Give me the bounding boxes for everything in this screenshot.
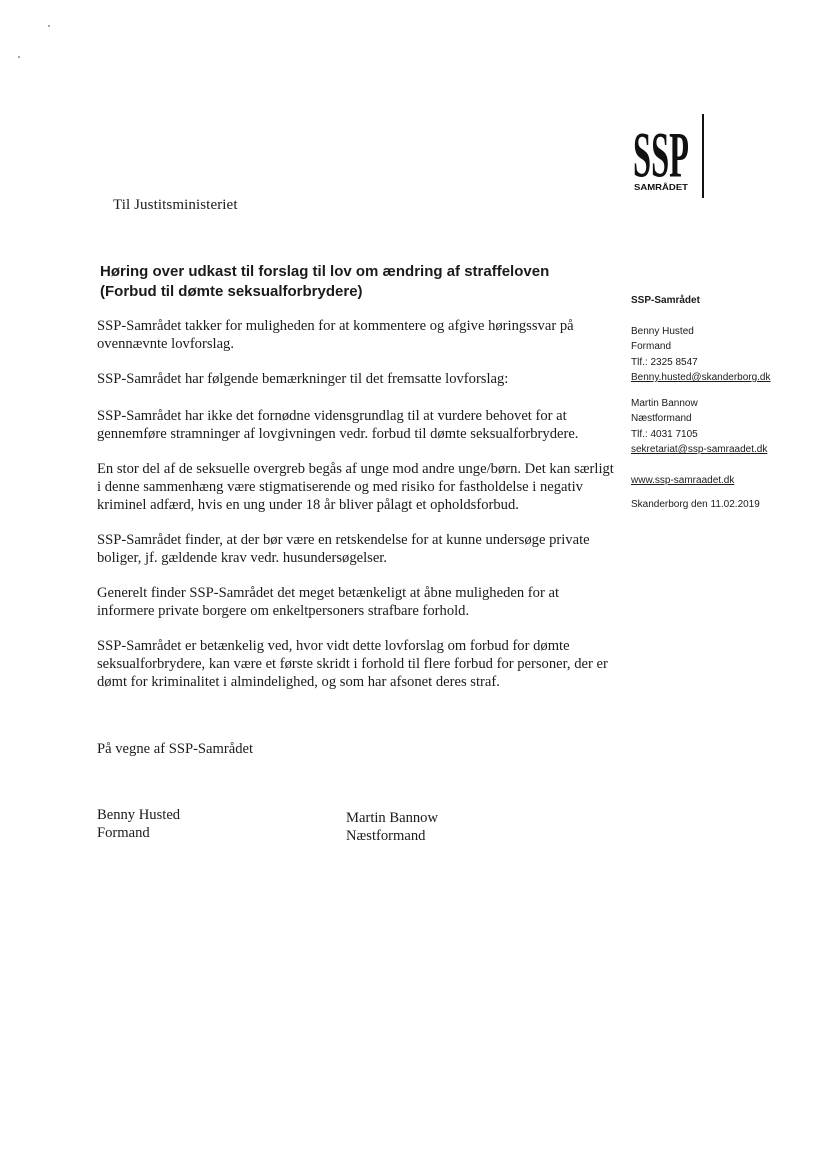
signature-name: Benny Husted — [97, 807, 181, 823]
contact-phone: Tlf.: 4031 7105 — [631, 428, 698, 440]
body-paragraph: Generelt finder SSP-Samrådet det meget betænkeligt at åbne muligheden for at informere private borgere om enkeltpersoners strafbare forhold. — [97, 585, 559, 619]
body-paragraph: SSP-Samrådet takker for muligheden for at kommentere og afgive høringssvar på ovennævnte lovforslag. — [97, 318, 574, 352]
body-paragraph: En stor del af de seksuelle overgreb begås af unge mod andre unge/børn. Det kan særligt i denne sammenhæng være stigmatiserende og med risiko for fastholdelse i negativ kriminel adfærd, hvis en ung under 18 år bliver pålagt et opholdsforbud. — [97, 461, 614, 513]
signature-role: Næstformand — [346, 828, 426, 844]
contact-email-link[interactable]: Benny.husted@skanderborg.dk — [631, 372, 771, 383]
closing-line: På vegne af SSP-Samrådet — [97, 741, 254, 757]
sidebar-org: SSP-Samrådet — [631, 295, 700, 306]
contact-name: Martin Bannow — [631, 397, 698, 409]
contact-role: Næstformand — [631, 413, 692, 424]
body-paragraph: SSP-Samrådet finder, at der bør være en retskendelse for at kunne undersøge private boliger, jf. gældende krav vedr. husundersøgelser. — [97, 532, 590, 566]
contact-role: Formand — [631, 341, 672, 352]
logo-divider — [702, 114, 704, 198]
scan-speck — [48, 25, 50, 27]
website-link[interactable]: www.ssp-samraadet.dk — [631, 474, 735, 486]
signature-block — [346, 809, 438, 845]
body-paragraph: SSP-Samrådet er betænkelig ved, hvor vidt dette lovforslag om forbud for dømte seksualforbrydere, kan være et første skridt i forhold til flere forbud for personer, der er dømt for kriminalitet i almindelighed, og som har afsonet deres straf. — [97, 638, 608, 690]
scan-speck — [18, 56, 20, 58]
letter-body — [97, 317, 617, 691]
date-line: Skanderborg den 11.02.2019 — [631, 499, 760, 510]
body-paragraph: SSP-Samrådet har ikke det fornødne vidensgrundlag til at vurdere behovet for at gennemføre stramninger af lovgivningen vedr. forbud til dømte seksualforbrydere. — [97, 408, 579, 442]
ssp-logo — [632, 112, 712, 200]
contact-name: Benny Husted — [631, 325, 694, 337]
logo-letters: SSP — [633, 119, 689, 192]
signature-name: Martin Bannow — [346, 810, 439, 826]
sender-sidebar — [631, 293, 821, 513]
signature-block — [97, 806, 180, 842]
document-title: Høring over udkast til forslag til lov om ændring af straffeloven (Forbud til dømte seksualforbrydere) — [100, 263, 550, 300]
contact-phone: Tlf.: 2325 8547 — [631, 356, 698, 368]
body-paragraph: SSP-Samrådet har følgende bemærkninger til det fremsatte lovforslag: — [97, 371, 509, 387]
contact-email-link[interactable]: sekretariat@ssp-samraadet.dk — [631, 444, 768, 455]
signature-role: Formand — [97, 825, 150, 841]
logo-subtitle: SAMRÅDET — [634, 182, 689, 192]
recipient: Til Justitsministeriet — [113, 197, 238, 213]
